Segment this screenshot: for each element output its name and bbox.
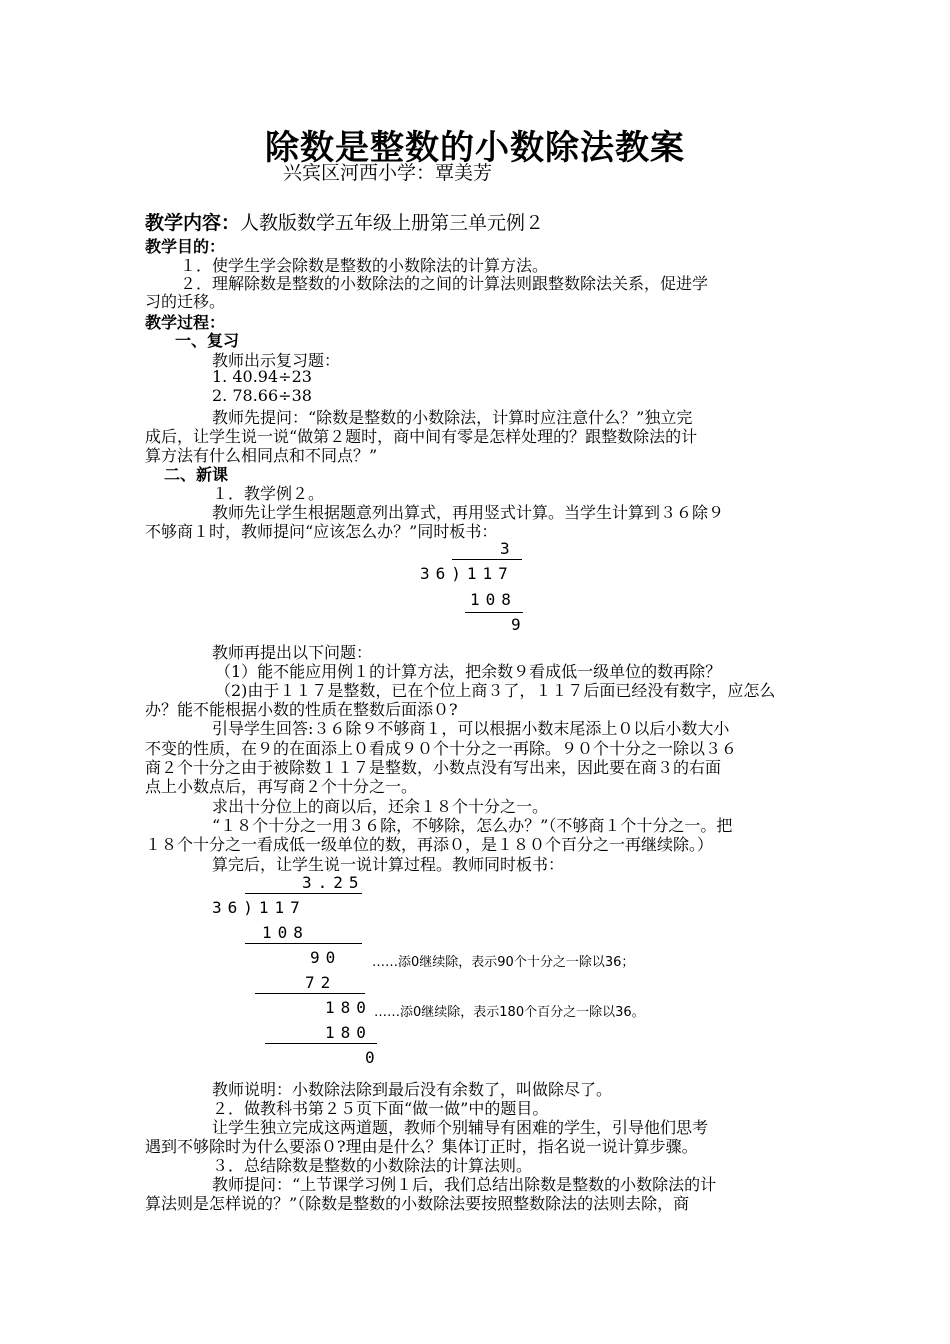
document-title: 除数是整数的小数除法教案 [265, 128, 685, 168]
division1-rule [465, 612, 523, 613]
answer-line4: 点上小数点后，再写商２个十分之一。 [145, 777, 418, 796]
division1-bar [452, 559, 522, 560]
paragraph-board: 算完后，让学生说一说计算过程。教师同时板书： [212, 855, 565, 874]
exercise-2-line2: 遇到不够除时为什么要添０?理由是什么？集体订正时，指名说一说计算步骤。 [145, 1137, 698, 1156]
author-line: 兴宾区河西小学：覃美芳 [283, 162, 493, 184]
answer-line3: 商２个十分之由于被除数１１７是整数，小数点没有写出来，因此要在商３的右面 [145, 758, 722, 777]
division2-row-1: 108 [262, 923, 309, 942]
division1-subtrahend: 108 [470, 590, 517, 609]
division2-row-6: 0 [365, 1048, 381, 1067]
process-label: 教学过程： [145, 313, 226, 332]
goals-label: 教学目的： [145, 237, 226, 256]
division2-row-3: 72 [305, 973, 337, 992]
division2-bar [245, 893, 362, 894]
review-ask-line2: 成后，让学生说一说“做第２题时，商中间有零是怎样处理的？跟整数除法的计 [145, 427, 698, 446]
exercise-2-title: ２．做教科书第２５页下面“做一做”中的题目。 [212, 1099, 549, 1118]
content-line [145, 208, 544, 235]
content-label: 教学内容： [145, 212, 241, 234]
review-ask-line3: 算方法有什么相同点和不同点？” [145, 446, 378, 465]
exercise-3-line2: 算法则是怎样说的？”（除数是整数的小数除法要按照整数除法的法则去除，商 [145, 1194, 690, 1213]
division2-rule-1 [245, 943, 362, 944]
division2-note-2: ……添0继续除，表示180个百分之一除以36。 [374, 1005, 645, 1020]
division2-rule-2 [255, 993, 365, 994]
paragraph-continue-line2: １８个十分之一看成低一级单位的数，再添０，是１８０个百分之一再继续除。） [145, 835, 714, 854]
lesson-paragraph-1-line2: 不够商１时，教师提问“应该怎么办？”同时板书： [145, 522, 498, 541]
content-text: 人教版数学五年级上册第三单元例２ [240, 212, 545, 234]
paragraph-continue-line1: “１８个十分之一用３６除，不够除，怎么办？”（不够商１个十分之一。把 [212, 816, 733, 835]
review-heading: 一、复习 [175, 331, 240, 350]
review-intro: 教师出示复习题： [212, 351, 341, 370]
division1-quotient: 3 [500, 539, 516, 558]
review-question-2: 2. 78.66÷38 [212, 386, 312, 405]
division2-rule-3 [265, 1043, 377, 1044]
division2-note-1: ……添0继续除，表示90个十分之一除以36； [372, 955, 635, 970]
review-ask-line1: 教师先提问：“除数是整数的小数除法，计算时应注意什么？”独立完 [212, 408, 693, 427]
goal-item-1: １．使学生学会除数是整数的小数除法的计算方法。 [180, 256, 549, 275]
division1-remainder: 9 [511, 615, 527, 634]
question-2-line1: （2)由于１１７是整数，已在个位上商３了，１１７后面已经没有数字，应怎么 [215, 681, 776, 700]
example-2-title: １．教学例２。 [212, 484, 325, 503]
new-lesson-heading: 二、新课 [164, 465, 229, 484]
goal-item-2-line2: 习的迁移。 [145, 292, 226, 311]
exercise-3-title: ３．总结除数是整数的小数除法的计算法则。 [212, 1156, 533, 1175]
review-question-1: 1. 40.94÷23 [212, 367, 312, 386]
answer-line1: 引导学生回答:３６除９不够商１，可以根据小数末尾添上０以后小数大小 [212, 719, 730, 738]
division2-row-5: 180 [325, 1023, 372, 1042]
teacher-explain: 教师说明：小数除法除到最后没有余数了，叫做除尽了。 [212, 1080, 613, 1099]
question-1: （1）能不能应用例１的计算方法，把余数９看成低一级单位的数再除？ [215, 662, 722, 681]
division1-dividend: 36)117 [420, 564, 514, 583]
division2-quotient: 3.25 [302, 873, 365, 892]
division2-row-2: 90 [310, 948, 342, 967]
division2-dividend: 36)117 [212, 898, 306, 917]
lesson-paragraph-1-line1: 教师先让学生根据题意列出算式，再用竖式计算。当学生计算到３６除９ [212, 503, 725, 522]
exercise-2-line1: 让学生独立完成这两道题，教师个别辅导有困难的学生，引导他们思考 [212, 1118, 709, 1137]
questions-intro: 教师再提出以下问题： [212, 643, 373, 662]
answer-line2: 不变的性质，在９的在面添上０看成９０个十分之一再除。９０个十分之一除以３６ [145, 739, 738, 758]
goal-item-2-line1: ２．理解除数是整数的小数除法的之间的计算法则跟整数除法关系，促进学 [180, 274, 709, 293]
question-2-line2: 办？能不能根据小数的性质在整数后面添０? [145, 700, 458, 719]
exercise-3-line1: 教师提问：“上节课学习例１后，我们总结出除数是整数的小数除法的计 [212, 1175, 717, 1194]
paragraph-remainder: 求出十分位上的商以后，还余１８个十分之一。 [212, 797, 549, 816]
division2-row-4: 180 [325, 998, 372, 1017]
